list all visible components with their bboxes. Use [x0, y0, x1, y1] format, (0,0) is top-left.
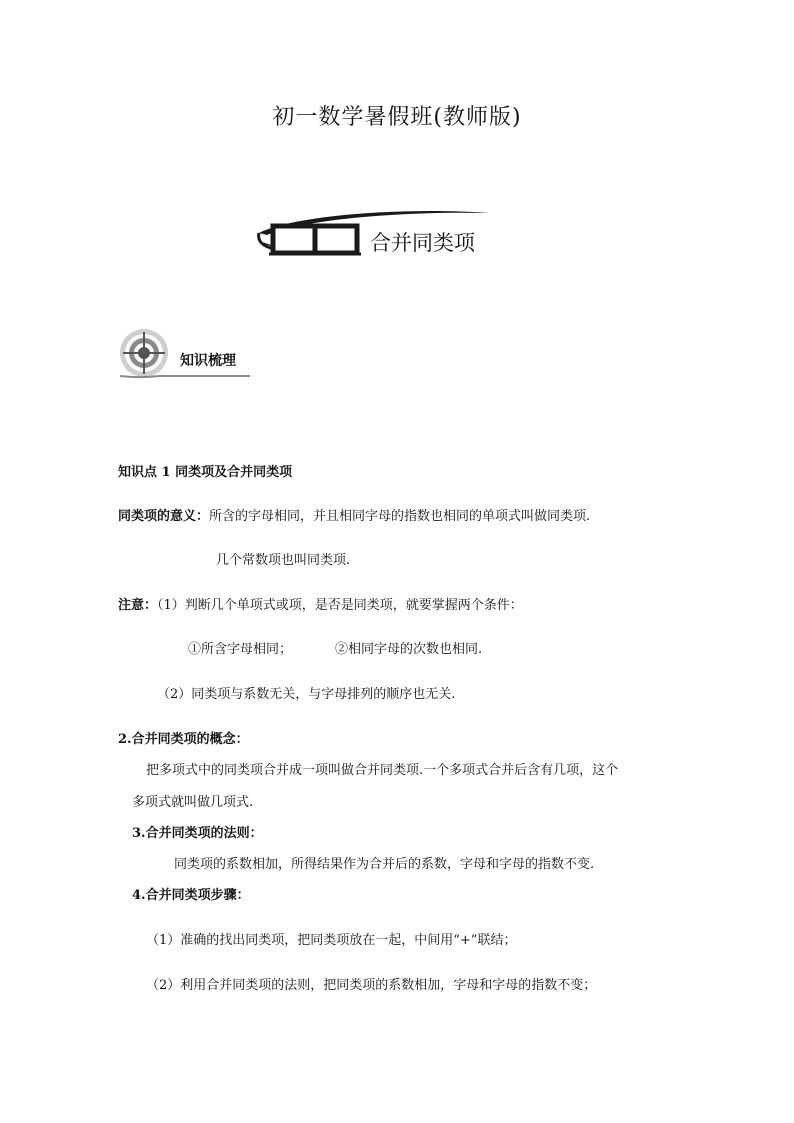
definition-extra: 几个常数项也叫同类项. [216, 553, 351, 568]
concept-line-1: 把多项式中的同类项合并成一项叫做合并同类项.一个多项式合并后含有几项，这个 [146, 763, 619, 778]
note-line [118, 597, 523, 615]
definition-label: 同类项的意义： [118, 509, 210, 524]
note-1: （1）判断几个单项式或项，是否是同类项，就要掌握两个条件： [157, 598, 523, 613]
note-2: （2）同类项与系数无关，与字母排列的顺序也无关. [157, 687, 456, 702]
concept-heading: 2.合并同类项的概念： [118, 732, 249, 747]
step-2: （2）利用合并同类项的法则，把同类项的系数相加，字母和字母的指数不变； [146, 978, 597, 993]
page-title: 初一数学暑假班(教师版) [272, 105, 522, 130]
definition-text: 所含的字母相同，并且相同字母的指数也相同的单项式叫做同类项. [209, 509, 591, 524]
definition-line [118, 508, 590, 526]
lesson-title: 合并同类项 [370, 231, 475, 255]
kp1-heading: 知识点 1 同类项及合并同类项 [118, 465, 293, 480]
steps-heading: 4.合并同类项步骤： [132, 888, 250, 903]
step-1: （1）准确的找出同类项，把同类项放在一起，中间用“+”联结； [146, 933, 517, 948]
condition-1: ①所含字母相同； [188, 642, 293, 657]
concept-line-2: 多项式就叫做几项式. [132, 795, 254, 810]
rule-text: 同类项的系数相加，所得结果作为合并后的系数，字母和字母的指数不变. [174, 857, 595, 872]
condition-2: ②相同字母的次数也相同. [335, 642, 483, 657]
rule-heading: 3.合并同类项的法则： [132, 826, 263, 841]
section-label: 知识梳理 [180, 353, 236, 369]
note-label: 注意： [118, 598, 158, 613]
